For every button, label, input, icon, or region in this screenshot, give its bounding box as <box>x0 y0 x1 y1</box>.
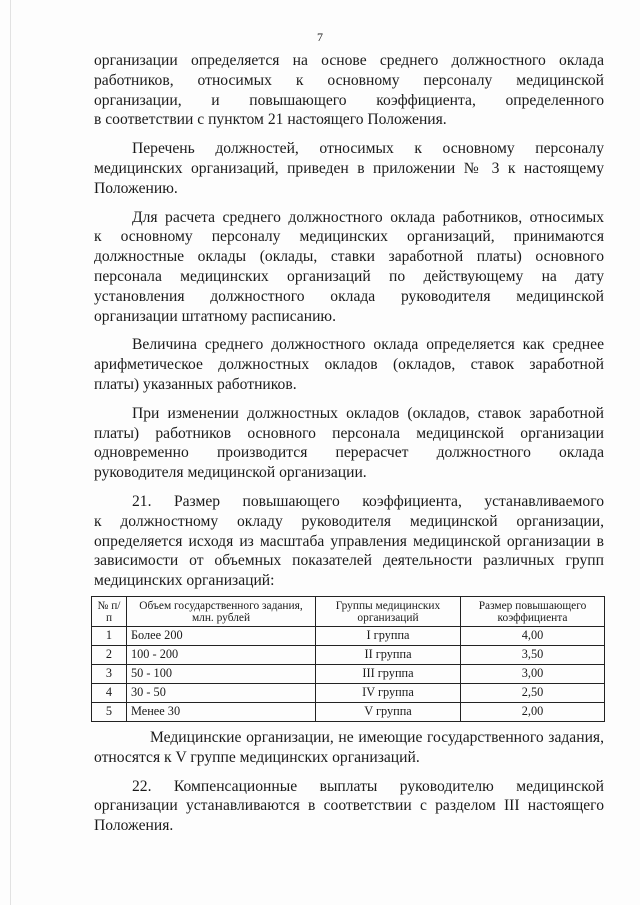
text-line: медицинских организаций, приведен в приложении № 3 к настоящему <box>94 159 604 177</box>
cell-number: 1 <box>92 626 127 645</box>
table-row <box>92 683 605 702</box>
column-header-coefficient: Размер повышающего коэффициента <box>461 596 605 626</box>
cell-volume: Более 200 <box>127 626 316 645</box>
cell-group: II группа <box>316 645 461 664</box>
page-number: 7 <box>317 30 323 44</box>
text-line: Медицинские организации, не имеющие государственного задания, <box>150 728 604 746</box>
table-header-row <box>92 596 605 626</box>
paragraph-continuation <box>94 51 604 130</box>
text-line: арифметическое должностных окладов (окладов, ставок заработной <box>94 356 604 374</box>
cell-coefficient: 2,00 <box>461 702 605 721</box>
text-line: персонала медицинских организаций по действующему на дату <box>94 267 604 285</box>
text-line: относятся к V группе медицинских организаций. <box>94 748 420 766</box>
text-line: определяется исходя из масштаба управления медицинской организации в <box>94 532 604 550</box>
cell-group: IV группа <box>316 683 461 702</box>
document-body <box>94 51 604 836</box>
paragraph-average-salary-calc <box>94 208 604 327</box>
cell-coefficient: 3,00 <box>461 664 605 683</box>
table-row <box>92 645 605 664</box>
text-line: зависимости от объемных показателей деятельности различных групп <box>94 552 604 570</box>
table-row <box>92 664 605 683</box>
text-line: к основному персоналу медицинских организаций, принимаются <box>94 228 604 246</box>
text-line: платы) указанных работников. <box>94 375 297 393</box>
text-line: 22. Компенсационные выплаты руководителю медицинской <box>132 777 604 795</box>
text-line: организации устанавливаются в соответствии с разделом III настоящего <box>94 797 604 815</box>
text-line: медицинских организаций: <box>94 572 275 590</box>
text-line: Величина среднего должностного оклада определяется как среднее <box>132 336 604 354</box>
cell-group: V группа <box>316 702 461 721</box>
text-line: работников, относимых к основному персоналу медицинской <box>94 71 604 89</box>
cell-volume: 30 - 50 <box>127 683 316 702</box>
text-line: Перечень должностей, относимых к основному персоналу <box>132 140 604 158</box>
column-header-number: № п/п <box>92 596 127 626</box>
text-line: организации определяется на основе среднего должностного оклада <box>94 52 604 69</box>
scan-edge-line <box>10 0 11 905</box>
paragraph-recalculation <box>94 404 604 483</box>
text-line: к должностному окладу руководителя медицинской организации, <box>94 512 604 530</box>
cell-number: 4 <box>92 683 127 702</box>
paragraph-positions-list <box>94 139 604 198</box>
column-header-volume: Объем государственного задания, млн. рублей <box>127 596 316 626</box>
text-line: в соответствии с пунктом 21 настоящего Положения. <box>94 111 447 129</box>
cell-number: 2 <box>92 645 127 664</box>
text-line: Для расчета среднего должностного оклада работников, относимых <box>132 208 604 226</box>
table-row <box>92 626 605 645</box>
cell-coefficient: 3,50 <box>461 645 605 664</box>
cell-volume: 100 - 200 <box>127 645 316 664</box>
text-line: При изменении должностных окладов (окладов, ставок заработной <box>132 404 604 422</box>
text-line: Положения. <box>94 817 174 835</box>
text-line: платы) работников основного персонала медицинской организации <box>94 424 604 442</box>
cell-coefficient: 2,50 <box>461 683 605 702</box>
column-header-group: Группы медицинских организаций <box>316 596 461 626</box>
paragraph-no-state-task <box>94 728 604 768</box>
cell-volume: 50 - 100 <box>127 664 316 683</box>
cell-coefficient: 4,00 <box>461 626 605 645</box>
cell-number: 3 <box>92 664 127 683</box>
text-line: Положению. <box>94 179 178 197</box>
text-line: одновременно производится перерасчет должностного оклада <box>94 444 604 462</box>
text-line: 21. Размер повышающего коэффициента, устанавливаемого <box>132 492 604 510</box>
text-line: установления должностного оклада руководителя медицинской <box>94 287 604 305</box>
text-line: руководителя медицинской организации. <box>94 464 367 482</box>
paragraph-item-22 <box>94 777 604 836</box>
text-line: должностные оклады (оклады, ставки заработной платы) основного <box>94 248 604 266</box>
paragraph-item-21 <box>94 492 604 591</box>
coefficient-table <box>91 596 605 722</box>
table-body <box>92 626 605 721</box>
text-line: организации, и повышающего коэффициента, определенного <box>94 91 604 109</box>
paragraph-average-value <box>94 335 604 394</box>
table-row <box>92 702 605 721</box>
cell-group: III группа <box>316 664 461 683</box>
text-line: организации штатному расписанию. <box>94 307 336 325</box>
cell-group: I группа <box>316 626 461 645</box>
cell-number: 5 <box>92 702 127 721</box>
cell-volume: Менее 30 <box>127 702 316 721</box>
